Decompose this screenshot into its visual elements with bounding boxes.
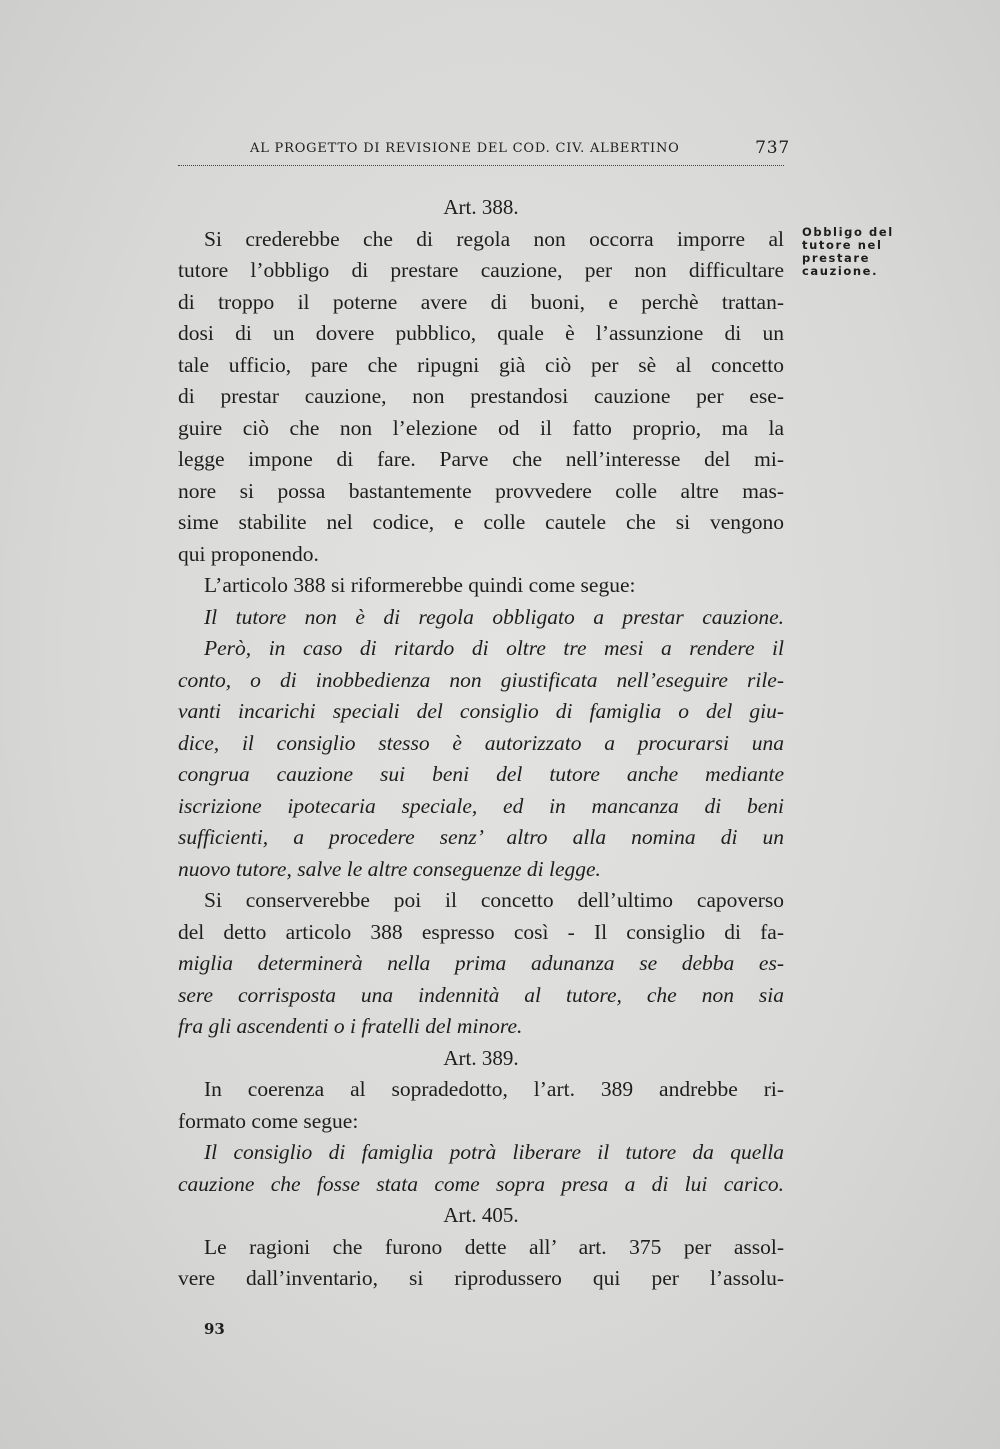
text-line: iscrizione ipotecaria speciale, ed in mancanza di beni (178, 793, 784, 818)
running-head (250, 138, 790, 160)
text-line: guire ciò che non l’elezione od il fatto proprio, ma la (178, 415, 784, 440)
running-title: AL PROGETTO DI REVISIONE DEL COD. CIV. ALBERTINO (250, 141, 680, 156)
margin-note-line: tutore nel (802, 238, 883, 252)
text-line: dosi di un dovere pubblico, quale è l’assunzione di un (178, 321, 784, 345)
text-line: Il tutore non è di regola obbligato a prestar cauzione. (204, 604, 784, 629)
text-line: fra gli ascendenti o i fratelli del minore. (178, 1014, 523, 1038)
text-line: dice, il consiglio stesso è autorizzato a procurarsi una (178, 730, 784, 755)
text-line: tutore l’obbligo di prestare cauzione, per non difficultare (178, 258, 784, 282)
text-line: L’articolo 388 si riformerebbe quindi come segue: (204, 573, 636, 597)
text-line: di troppo il poterne avere di buoni, e perchè trattan- (178, 289, 784, 314)
text-line: del detto articolo 388 espresso così - Il consiglio di fa- (178, 919, 784, 944)
text-line: vere dall’inventario, si riprodussero qui per l’assolu- (178, 1266, 784, 1290)
text-line: In coerenza al sopradedotto, l’art. 389 andrebbe ri- (204, 1077, 784, 1101)
text-line: sime stabilite nel codice, e colle cautele che si vengono (178, 510, 784, 534)
body-text (178, 192, 784, 1295)
header-rule (178, 165, 784, 166)
text-line: sere corrisposta una indennità al tutore, che non sia (178, 982, 784, 1007)
text-line: tale ufficio, pare che ripugni già ciò per sè al concetto (178, 352, 784, 377)
text-line: sufficienti, a procedere senz’ altro alla nomina di un (178, 825, 784, 849)
article-heading: Art. 388. (443, 195, 519, 219)
text-line: congrua cauzione sui beni del tutore anche mediante (178, 762, 784, 786)
text-line: legge impone di fare. Parve che nell’interesse del mi- (178, 447, 784, 471)
text-line: cauzione che fosse stata come sopra presa a di lui carico. (178, 1171, 784, 1196)
text-line: miglia determinerà nella prima adunanza se debba es- (178, 951, 784, 975)
text-line: qui proponendo. (178, 541, 319, 566)
text-line: Si conserverebbe poi il concetto dell’ultimo capoverso (204, 888, 784, 912)
text-line: conto, o di inobbedienza non giustificata nell’eseguire rile- (178, 667, 784, 692)
text-line: nuovo tutore, salve le altre conseguenze di legge. (178, 856, 601, 881)
article-heading: Art. 389. (443, 1045, 519, 1070)
margin-note-line: cauzione. (802, 264, 879, 278)
page-number: 737 (755, 138, 790, 158)
text-line: vanti incarichi speciali del consiglio di famiglia o del giu- (178, 699, 784, 723)
margin-note (802, 226, 912, 278)
margin-note-line: Obbligo del (802, 225, 894, 239)
text-line: Le ragioni che furono dette all’ art. 375 per assol- (204, 1234, 784, 1259)
text-line: formato come segue: (178, 1108, 359, 1133)
text-line: Si crederebbe che di regola non occorra imporre al (204, 226, 784, 251)
text-line: nore si possa bastantemente provvedere colle altre mas- (178, 478, 784, 503)
signature-mark: 93 (204, 1320, 225, 1338)
article-heading: Art. 405. (443, 1203, 519, 1227)
margin-note-line: prestare (802, 251, 871, 265)
text-line: Però, in caso di ritardo di oltre tre mesi a rendere il (204, 636, 784, 660)
text-line: di prestar cauzione, non prestandosi cauzione per ese- (178, 384, 784, 408)
text-line: Il consiglio di famiglia potrà liberare il tutore da quella (204, 1140, 784, 1164)
